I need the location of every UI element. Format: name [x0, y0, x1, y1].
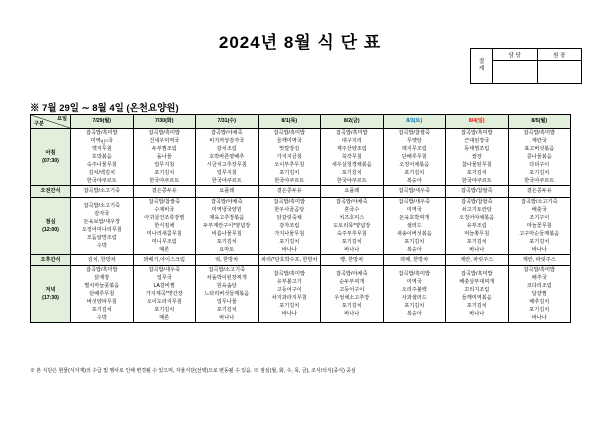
menu-item: 가지지금침 [276, 154, 302, 161]
day-header-3: 8/1(목) [258, 115, 321, 129]
menu-item: 동태찜조림 [464, 146, 490, 153]
menu-item: 포기김치 [341, 238, 362, 245]
menu-item: 수박 [96, 315, 107, 322]
menu-item: 제육고추장볶음 [209, 214, 245, 221]
menu-item: 잡곡밥/소고기죽 [208, 267, 246, 273]
menu-item: 바나나 [281, 246, 297, 253]
menu-item: 혼국수 [344, 206, 360, 213]
menu-item: 숙주부추무침 [336, 230, 367, 237]
menu-item: 포기김치 [279, 303, 300, 310]
menu-cell-r2-c0 [71, 197, 134, 254]
menu-item: 모듬알망조림 [86, 234, 117, 241]
menu-item: 아귀살건조류장찜 [144, 214, 185, 221]
menu-item: 버섯양파무침 [86, 299, 117, 306]
menu-item: 들깨미역볶음 [461, 295, 492, 302]
menu-item: 한식짐채 [154, 222, 175, 229]
corner-label-day: 요일 [56, 116, 67, 122]
menu-item: 잡곡밥/흑미밥 [398, 271, 430, 278]
day-header-5: 8/3(토) [383, 115, 446, 129]
menu-item: 차돌박이된장찌개 [206, 275, 247, 282]
menu-item: 포기김치 [529, 238, 550, 245]
menu-item: 잡곡밥/흑미밥 [460, 271, 493, 278]
menu-item: 갈치조림 [216, 146, 237, 153]
menu-item: 단배루무침 [401, 154, 427, 161]
menu-item: 한국야쿠르트 [149, 178, 180, 185]
approval-column-staff [493, 49, 538, 83]
table-row [31, 129, 571, 186]
menu-item: 메론 [159, 246, 170, 253]
menu-item: 다뎌구이 [529, 162, 550, 169]
menu-item: 바나나 [469, 246, 485, 253]
menu-item: 오징어미나리무침 [81, 226, 122, 233]
date-range-subtitle: ※ 7월 29일 ∼ 8월 4일 (온천요양원) [30, 103, 179, 114]
menu-item: 잡곡밥/새우죽 [398, 188, 430, 195]
menu-item: 무깻탕 [406, 138, 422, 145]
row-label-1: 오전간식 [31, 186, 71, 197]
menu-cell-r1-c2 [196, 186, 259, 197]
menu-item: 계란국 [531, 138, 547, 145]
menu-item: 잡곡밥/소고기죽 [83, 202, 121, 209]
menu-cell-r0-c0 [71, 129, 134, 186]
menu-item: 포기김치 [466, 170, 487, 177]
approval-signature-box [470, 48, 582, 84]
menu-item: 계란, 파릿주스 [460, 256, 494, 263]
menu-item: 수제비국 [154, 206, 175, 213]
table-corner-header [31, 115, 71, 129]
menu-item: 바나나 [219, 315, 235, 322]
menu-item: 요마토 [219, 246, 235, 253]
menu-item: 쑥갓무침 [341, 154, 362, 161]
menu-item: 유부조림 [466, 222, 487, 229]
menu-item: 호박바른양배추 [209, 154, 245, 161]
menu-item: 얼무나물 [216, 299, 237, 306]
menu-item: 미역국 [406, 206, 422, 213]
menu-item: 오이도라지무침 [146, 299, 182, 306]
menu-item: 한국야쿠르트 [524, 178, 555, 185]
menu-item: 차지과라지무침 [271, 295, 307, 302]
menu-item: 닭갈릿죽채 [276, 214, 302, 221]
table-row [31, 197, 571, 254]
menu-item: 곁은콩두유 [276, 188, 302, 195]
menu-item: 단배루무침 [89, 291, 115, 298]
menu-item: 바나나 [531, 315, 547, 322]
menu-cell-r4-c3 [258, 266, 321, 323]
day-header-4: 8/2(금) [321, 115, 384, 129]
menu-item: 라떼, 한방차 [400, 256, 429, 263]
menu-item: 잡곡밥/흑미밥 [85, 267, 118, 273]
menu-item: 포기김치 [529, 170, 550, 177]
menu-item: 유부볼고기 [276, 279, 302, 286]
menu-item: 마늘꽃무침 [526, 222, 552, 229]
menu-item: 포기김치 [404, 170, 425, 177]
menu-item: 들깨미역국 [276, 138, 302, 145]
menu-cell-r0-c5 [383, 129, 446, 186]
menu-item: 순두부찌개 [339, 279, 365, 286]
approval-signcell-staff[interactable] [493, 61, 537, 83]
menu-item: 한국야쿠르트 [336, 178, 367, 185]
menu-item: 시금치고추장무침 [206, 162, 247, 169]
menu-item: 가지계곡*맛간장 [145, 291, 183, 298]
table-body [31, 129, 571, 323]
menu-item: 사과샐러드 [401, 295, 427, 302]
menu-item: 포기김치 [341, 170, 362, 177]
menu-item: 잡곡밥/찹쌀죽 [148, 198, 180, 205]
menu-item: 비름나물무침 [211, 230, 242, 237]
menu-item: 계란, 파릿주스 [522, 256, 556, 263]
menu-item: 대구지리 [341, 138, 362, 145]
menu-item: 쌈장 [471, 154, 482, 161]
menu-cell-r4-c6 [446, 266, 509, 323]
menu-item: 얼무지침 [154, 162, 175, 169]
menu-item: 표고버섯볶음 [524, 146, 555, 153]
row-label-3: 오후간식 [31, 254, 71, 265]
menu-item: 돌나물 [156, 154, 172, 161]
menu-item: 건새우미역국 [149, 138, 180, 145]
menu-item: 우엉채소고추장 [334, 295, 370, 302]
menu-item: 오징어채볶음 [399, 162, 430, 169]
menu-item: 포기김치 [216, 238, 237, 245]
corner-label-category: 구분 [34, 120, 45, 127]
menu-item: 꼬리지조림 [464, 287, 490, 294]
menu-item: 치즈호미스 [339, 214, 365, 221]
approval-header-staff: 담 당 [493, 49, 537, 61]
menu-item: 바나나 [344, 246, 360, 253]
menu-item: 잡곡밥/흑미밥 [148, 130, 180, 136]
menu-cell-r4-c4 [321, 266, 384, 323]
menu-item: LA갈비찜 [153, 283, 175, 290]
menu-item: 꽈배기,아이스크림 [143, 256, 186, 263]
menu-item: 잡곡밥/흑미밥 [523, 130, 555, 136]
menu-item: 포기김치 [404, 303, 425, 310]
menu-item: 한우사골곰탕 [274, 206, 305, 213]
menu-item: 미역များ국 [90, 138, 113, 145]
menu-item: 호박볶음 [91, 154, 112, 161]
menu-item: 곁은콩두유 [526, 188, 552, 195]
menu-item: 새송이버섯볶음 [396, 230, 432, 237]
menu-cell-r1-c1 [133, 186, 196, 197]
menu-item: 고구마순들깨볶음 [519, 230, 560, 237]
page-title: 2024년 8월 식 단 표 [218, 33, 382, 52]
menu-item: 쇠고기토란탕 [461, 206, 492, 213]
menu-item: 파리/*단호박수프, 한방차 [261, 256, 318, 263]
menu-item: 복숭아 [406, 178, 422, 185]
menu-item: 잡곡밥/흑미밥 [273, 198, 305, 205]
approval-signcell-director[interactable] [538, 61, 582, 83]
row-label-4: 저녁 (17:30) [31, 266, 71, 323]
menu-item: 머늘쫑무침 [464, 230, 490, 237]
menu-item: 두부찜조림 [151, 146, 177, 153]
menu-cell-r2-c5 [383, 197, 446, 254]
menu-item: 깻지무침 [91, 146, 112, 153]
menu-cell-r2-c6 [446, 197, 509, 254]
menu-item: 오이부추무침 [274, 162, 305, 169]
menu-cell-r4-c1 [133, 266, 196, 323]
menu-cell-r3-c0 [71, 254, 134, 265]
menu-cell-r0-c4 [321, 129, 384, 186]
menu-cell-r3-c3 [258, 254, 321, 265]
menu-item: 잡곡밥/흑미밥 [273, 130, 305, 136]
menu-item: 곁은콩두유 [151, 188, 177, 195]
menu-cell-r3-c5 [383, 254, 446, 265]
menu-cell-r4-c5 [383, 266, 446, 323]
menu-cell-r3-c4 [321, 254, 384, 265]
menu-item: 고등어구이 [339, 287, 365, 294]
menu-cell-r3-c6 [446, 254, 509, 265]
menu-item: 메론 [159, 315, 170, 322]
menu-item: 맛깔장김 [279, 146, 300, 153]
approval-label: 결 재 [471, 49, 493, 83]
menu-item: 미니무조림 [151, 238, 177, 245]
menu-cell-r1-c6 [446, 186, 509, 197]
menu-item: 잡곡밥/새우죽 [398, 198, 430, 205]
menu-item: 잡곡밥/야채죽 [335, 271, 368, 278]
menu-item: 근대된장국 [464, 138, 490, 145]
menu-cell-r0-c1 [133, 129, 196, 186]
menu-item: 요플레 [219, 188, 235, 195]
menu-item: 원육솜탕 [216, 283, 237, 290]
menu-item: 한국야쿠르트 [461, 178, 492, 185]
menu-item: 배추국 [531, 275, 547, 282]
menu-item: 잡곡밥/소고기죽 [520, 198, 558, 205]
menu-item: 잡곡밥/흑미밥 [85, 130, 118, 136]
menu-item: 복숭아 [406, 311, 422, 318]
menu-cell-r4-c2 [196, 266, 259, 323]
day-header-0: 7/29(월) [71, 115, 134, 129]
menu-item: 한국야쿠르트 [211, 178, 242, 185]
approval-column-director [538, 49, 582, 83]
menu-item: 바나나 [531, 246, 547, 253]
table-header-row [31, 115, 571, 129]
menu-item: 잡곡밥/찹쌀죽 [460, 188, 493, 195]
day-header-6: 8/4(일) [446, 115, 509, 129]
menu-item: 도토리묵*양념장 [333, 222, 371, 229]
menu-item: 포기김치 [154, 307, 175, 314]
approval-header-director: 원 장 [538, 49, 582, 61]
row-label-0: 아침 (07:30) [31, 129, 71, 186]
menu-item: 잡곡밥/찹쌀죽 [460, 198, 493, 205]
menu-item: 포기김치 [529, 307, 550, 314]
menu-item: 바나나 [344, 311, 360, 318]
menu-item: 비지까상감자국 [209, 138, 245, 145]
menu-item: 잡곡밥/흑미밥 [335, 130, 368, 136]
menu-item: 배춧살부대찌개 [459, 279, 495, 286]
menu-item: 포기김치 [216, 307, 237, 314]
menu-item: 얼무국 [156, 275, 172, 282]
menu-item: 샐러드 [406, 222, 422, 229]
menu-item: 콩나물볶음 [526, 154, 552, 161]
menu-item: 잡곡밥/야채죽 [210, 198, 243, 205]
menu-cell-r2-c4 [321, 197, 384, 254]
menu-item: 잡곡밥/흑미밥 [273, 271, 305, 278]
menu-item: 포기김치 [341, 303, 362, 310]
menu-item: 포기김치 [279, 238, 300, 245]
menu-item: 김치, 한방차 [87, 256, 116, 263]
menu-item: 포기김치 [466, 303, 487, 310]
menu-item: 달걀찜 [531, 291, 547, 298]
menu-item: 요플레 [344, 188, 360, 195]
menu-cell-r0-c6 [446, 129, 509, 186]
menu-cell-r0-c7 [508, 129, 571, 186]
day-header-1: 7/30(화) [133, 115, 196, 129]
menu-cell-r0-c2 [196, 129, 259, 186]
menu-cell-r1-c5 [383, 186, 446, 197]
menu-cell-r3-c7 [508, 254, 571, 265]
menu-item: 배춧국 [531, 206, 547, 213]
menu-cell-r3-c1 [133, 254, 196, 265]
menu-cell-r4-c0 [71, 266, 134, 323]
menu-item: 두부계란구이*양념장 [203, 222, 251, 229]
row-label-2: 점심 (12:00) [31, 197, 71, 254]
menu-item: 계주산양조림 [336, 146, 367, 153]
menu-cell-r0-c3 [258, 129, 321, 186]
menu-item: 포기김치 [466, 238, 487, 245]
menu-item: 가지나물무침 [274, 230, 305, 237]
menu-cell-r1-c4 [321, 186, 384, 197]
menu-item: 잡곡밥/새우죽 [148, 267, 180, 273]
menu-item: 미나리새콤무침 [146, 230, 182, 237]
menu-item: 한국야쿠르트 [86, 178, 117, 185]
menu-item: 숙주나물무침 [86, 162, 117, 169]
menu-cell-r2-c2 [196, 197, 259, 254]
menu-cell-r2-c7 [508, 197, 571, 254]
menu-item: 돈육보쌈/새우장 [83, 218, 121, 225]
menu-item: 돼지무조림 [401, 146, 427, 153]
menu-item: 잡곡밥/야채죽 [210, 130, 243, 136]
menu-item: 오징어야채볶음 [459, 214, 495, 221]
menu-item: 잡곡밥/흑미밥 [460, 130, 493, 136]
table-row [31, 186, 571, 197]
menu-item: 포기김치 [154, 170, 175, 177]
menu-item: 느타리버섯들깨볶음 [204, 291, 250, 298]
menu-cell-r2-c3 [258, 197, 321, 254]
menu-item: 포기김치 [404, 238, 425, 245]
menu-cell-r3-c2 [196, 254, 259, 265]
table-row [31, 254, 571, 265]
menu-item: 김치/백김치 [88, 170, 115, 177]
menu-item: 돈육호박찌개 [399, 214, 430, 221]
menu-item: 배추김치 [529, 299, 550, 306]
weekly-menu-table [30, 114, 571, 323]
menu-item: 잡곡밥/찹쌀죽 [398, 130, 430, 136]
day-header-2: 7/31(수) [196, 115, 259, 129]
menu-item: 떡, 한방차 [215, 256, 239, 263]
menu-cell-r4-c7 [508, 266, 571, 323]
table-row [31, 266, 571, 323]
menu-item: 얼무지침 [216, 170, 237, 177]
menu-item: 미역냉국양원 [211, 206, 242, 213]
day-header-7: 8/5(월) [508, 115, 571, 129]
menu-cell-r2-c1 [133, 197, 196, 254]
menu-item: 빵, 한방차 [340, 256, 364, 263]
menu-item: 잡곡밥/야채죽 [335, 198, 368, 205]
menu-item: 포기김치 [91, 307, 112, 314]
menu-item: 감자국 [94, 210, 110, 217]
menu-item: 닭계장 [94, 275, 110, 282]
footer-note: ※ 본 식단은 현물(식자재)의 수급 및 행사로 인해 변경될 수 있으며, 자율식단(선택)으로 변동될 수 있음. ※ 점심(월, 화, 수, 목, 금), 조식/석식(중식) 중심 [30, 368, 356, 374]
menu-item: 조기구이 [529, 214, 550, 221]
menu-item: 바나나 [469, 311, 485, 318]
menu-item: 멸치마늘풋볶음 [84, 283, 120, 290]
menu-item: 오리주불백 [401, 287, 427, 294]
menu-item: 새우살청경채볶음 [331, 162, 372, 169]
menu-item: 잡곡밥/소고기죽 [83, 188, 121, 195]
menu-item: 미역국 [406, 279, 422, 286]
menu-item: 코다리조림 [526, 283, 552, 290]
menu-item: 감자조림 [279, 222, 300, 229]
menu-cell-r1-c0 [71, 186, 134, 197]
menu-item: 고등어구이 [276, 287, 302, 294]
menu-item: 바나나 [281, 311, 297, 318]
menu-item: 잡곡밥/흑미밥 [523, 267, 555, 273]
menu-item: 복숭아 [406, 246, 422, 253]
menu-cell-r1-c3 [258, 186, 321, 197]
menu-item: 한국야쿠르트 [274, 178, 305, 185]
menu-item: 포기김치 [279, 170, 300, 177]
menu-item: 수박 [96, 242, 107, 249]
menu-cell-r1-c7 [508, 186, 571, 197]
menu-item: 참나물된무침 [461, 162, 492, 169]
